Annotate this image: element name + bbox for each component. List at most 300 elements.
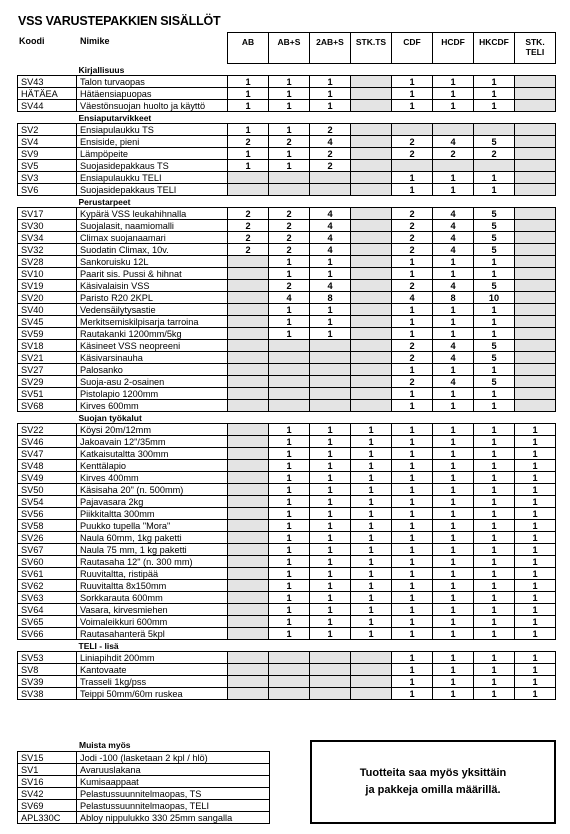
quantity-cell: 2 [228,136,269,148]
item-name: Suodatin Climax, 10v. [77,244,228,256]
section-title: Ensiaputarvikkeet [77,112,556,124]
item-code: SV26 [18,532,77,544]
quantity-cell: 1 [351,460,392,472]
quantity-cell: 2 [310,148,351,160]
quantity-cell: 1 [515,472,556,484]
item-code: SV66 [18,628,77,640]
quantity-cell: 1 [474,676,515,688]
quantity-cell: 1 [269,328,310,340]
quantity-cell: 1 [392,256,433,268]
quantity-cell: 1 [310,520,351,532]
item-name: Jakoavain 12"/35mm [77,436,228,448]
quantity-cell: 1 [310,460,351,472]
quantity-cell: 1 [474,400,515,412]
table-row [18,424,556,436]
quantity-cell: 1 [310,628,351,640]
quantity-cell: 1 [310,100,351,112]
quantity-cell [228,508,269,520]
quantity-cell: 4 [433,136,474,148]
quantity-cell: 1 [228,76,269,88]
table-row [18,568,556,580]
quantity-cell: 1 [474,580,515,592]
quantity-cell: 1 [474,568,515,580]
quantity-cell [515,220,556,232]
item-code: SV30 [18,220,77,232]
quantity-cell: 1 [433,424,474,436]
quantity-cell: 1 [515,496,556,508]
quantity-cell [269,376,310,388]
quantity-cell [351,172,392,184]
quantity-cell [351,160,392,172]
quantity-cell: 1 [515,664,556,676]
quantity-cell: 1 [433,604,474,616]
quantity-cell: 1 [474,184,515,196]
item-name: Vedensäilytysastie [77,304,228,316]
quantity-cell: 1 [310,304,351,316]
section-title: Perustarpeet [77,196,556,208]
item-name: Pelastussuunnitelmaopas, TS [77,788,270,800]
quantity-cell: 1 [515,424,556,436]
quantity-cell: 1 [433,100,474,112]
quantity-cell: 2 [392,148,433,160]
quantity-cell: 1 [515,520,556,532]
item-name: Ensiside, pieni [77,136,228,148]
quantity-cell: 1 [515,604,556,616]
quantity-cell: 1 [392,484,433,496]
quantity-cell: 1 [269,520,310,532]
item-code: SV21 [18,352,77,364]
item-code: SV49 [18,472,77,484]
quantity-cell: 1 [228,124,269,136]
table-row [18,268,556,280]
quantity-cell [351,256,392,268]
quantity-cell [351,232,392,244]
quantity-cell: 2 [433,148,474,160]
item-name: Kirves 400mm [77,472,228,484]
quantity-cell: 1 [310,316,351,328]
item-name: Paarit sis. Pussi & hihnat [77,268,228,280]
item-name: Kypärä VSS leukahihnalla [77,208,228,220]
item-name: Pistolapio 1200mm [77,388,228,400]
item-name: Liniapihdit 200mm [77,652,228,664]
quantity-cell: 1 [269,604,310,616]
quantity-cell: 1 [474,472,515,484]
item-code: SV61 [18,568,77,580]
quantity-cell: 1 [392,664,433,676]
quantity-cell: 1 [433,268,474,280]
table-row [18,76,556,88]
quantity-cell: 1 [351,424,392,436]
item-code: SV19 [18,280,77,292]
quantity-cell [310,688,351,700]
quantity-cell: 1 [392,472,433,484]
quantity-cell: 2 [269,232,310,244]
quantity-cell: 1 [269,544,310,556]
quantity-cell: 4 [310,136,351,148]
list-item [18,752,270,764]
quantity-cell: 4 [310,244,351,256]
quantity-cell [310,664,351,676]
quantity-cell [351,376,392,388]
table-row [18,616,556,628]
quantity-cell: 1 [228,160,269,172]
quantity-cell: 1 [392,328,433,340]
item-code: SV4 [18,136,77,148]
section-title: Muista myös [79,740,131,750]
quantity-cell [392,160,433,172]
quantity-cell: 1 [351,628,392,640]
quantity-cell [515,364,556,376]
quantity-cell [228,532,269,544]
quantity-cell [228,556,269,568]
item-code: SV69 [18,800,77,812]
quantity-cell: 4 [269,292,310,304]
quantity-cell: 1 [269,316,310,328]
quantity-cell: 1 [515,556,556,568]
section-title: Suojan työkalut [77,412,556,424]
quantity-cell [351,364,392,376]
quantity-cell: 10 [474,292,515,304]
quantity-cell [269,400,310,412]
quantity-cell [228,424,269,436]
quantity-cell [228,652,269,664]
item-name: Jodi -100 (lasketaan 2 kpl / hlö) [77,752,270,764]
quantity-cell: 1 [433,304,474,316]
table-row [18,544,556,556]
quantity-cell [310,388,351,400]
quantity-cell [269,652,310,664]
quantity-cell: 1 [392,388,433,400]
quantity-cell [351,388,392,400]
quantity-cell: 2 [392,376,433,388]
quantity-cell [228,268,269,280]
quantity-cell: 1 [515,616,556,628]
table-row [18,160,556,172]
quantity-cell: 4 [310,220,351,232]
quantity-cell: 1 [351,496,392,508]
quantity-cell: 2 [474,148,515,160]
quantity-cell [228,256,269,268]
item-name: Suojalasit, naamiomalli [77,220,228,232]
quantity-cell: 1 [474,484,515,496]
quantity-cell: 5 [474,352,515,364]
quantity-cell: 1 [392,100,433,112]
item-name: Pajavasara 2kg [77,496,228,508]
quantity-cell [515,328,556,340]
table-row [18,484,556,496]
quantity-cell [351,268,392,280]
item-code: SV8 [18,664,77,676]
quantity-cell: 1 [351,520,392,532]
column-header: AB+S [269,33,310,64]
item-code: SV54 [18,496,77,508]
table-row [18,316,556,328]
table-row [18,280,556,292]
item-name: Kirves 600mm [77,400,228,412]
quantity-cell: 4 [433,220,474,232]
quantity-cell: 1 [433,388,474,400]
quantity-cell: 1 [310,592,351,604]
quantity-cell: 1 [433,184,474,196]
quantity-cell: 1 [433,628,474,640]
quantity-cell [515,280,556,292]
item-name: Käsivarsinauha [77,352,228,364]
quantity-cell: 1 [433,676,474,688]
item-name: Teippi 50mm/60m ruskea [77,688,228,700]
quantity-cell: 4 [433,232,474,244]
quantity-cell [515,244,556,256]
item-name: Käsisaha 20" (n. 500mm) [77,484,228,496]
quantity-cell: 1 [515,508,556,520]
quantity-cell: 1 [392,172,433,184]
quantity-cell [269,172,310,184]
quantity-cell: 1 [433,652,474,664]
quantity-cell: 1 [310,268,351,280]
quantity-cell: 1 [310,508,351,520]
quantity-cell [269,184,310,196]
item-code: SV34 [18,232,77,244]
item-code: SV20 [18,292,77,304]
item-code: SV28 [18,256,77,268]
contents-table [17,32,556,700]
quantity-cell: 1 [392,544,433,556]
quantity-cell: 1 [392,592,433,604]
quantity-cell [351,352,392,364]
quantity-cell: 1 [474,532,515,544]
quantity-cell: 1 [310,568,351,580]
quantity-cell [351,100,392,112]
item-code: SV40 [18,304,77,316]
quantity-cell: 1 [310,556,351,568]
quantity-cell: 2 [392,352,433,364]
quantity-cell: 1 [310,448,351,460]
item-name: Kenttälapio [77,460,228,472]
quantity-cell: 1 [310,544,351,556]
note-line-1: Tuotteita saa myös yksittäin [359,767,507,779]
quantity-cell: 1 [269,304,310,316]
quantity-cell: 8 [433,292,474,304]
item-code: HÄTÄEA [18,88,77,100]
item-code: SV67 [18,544,77,556]
quantity-cell [310,376,351,388]
quantity-cell: 2 [269,244,310,256]
item-code: SV16 [18,776,77,788]
item-code: SV2 [18,124,77,136]
quantity-cell [515,376,556,388]
item-name: Avaruuslakana [77,764,270,776]
quantity-cell: 1 [310,256,351,268]
quantity-cell: 2 [228,208,269,220]
item-name: Ensiapulaukku TELI [77,172,228,184]
quantity-cell: 1 [433,484,474,496]
item-code: SV53 [18,652,77,664]
quantity-cell: 1 [392,496,433,508]
quantity-cell: 1 [474,388,515,400]
item-code: SV68 [18,400,77,412]
quantity-cell: 1 [433,544,474,556]
quantity-cell: 1 [474,76,515,88]
section-header [18,640,556,652]
item-name: Sorkkarauta 600mm [77,592,228,604]
quantity-cell: 1 [392,364,433,376]
quantity-cell: 1 [269,460,310,472]
quantity-cell: 1 [474,448,515,460]
quantity-cell: 1 [433,460,474,472]
quantity-cell: 1 [310,424,351,436]
item-code: SV46 [18,436,77,448]
quantity-cell [310,400,351,412]
quantity-cell [351,76,392,88]
nimike-header: Nimike [80,36,110,46]
quantity-cell: 1 [515,676,556,688]
quantity-cell: 1 [269,532,310,544]
table-row [18,208,556,220]
table-row [18,328,556,340]
quantity-cell: 1 [392,448,433,460]
quantity-cell: 1 [474,364,515,376]
quantity-cell [310,172,351,184]
quantity-cell: 1 [433,316,474,328]
quantity-cell [310,184,351,196]
quantity-cell: 2 [269,280,310,292]
table-row [18,292,556,304]
quantity-cell [433,124,474,136]
quantity-cell [515,172,556,184]
quantity-cell: 2 [392,232,433,244]
quantity-cell: 1 [433,76,474,88]
item-code: SV43 [18,76,77,88]
item-code: SV56 [18,508,77,520]
quantity-cell: 1 [269,424,310,436]
quantity-cell: 1 [515,544,556,556]
quantity-cell: 1 [351,484,392,496]
item-name: Piikkitaltta 300mm [77,508,228,520]
quantity-cell [269,688,310,700]
table-row [18,100,556,112]
column-header: STK. TELI [515,33,556,64]
quantity-cell: 1 [351,448,392,460]
quantity-cell [228,448,269,460]
item-name: Suojasidepakkaus TELI [77,184,228,196]
item-code: SV5 [18,160,77,172]
item-code: SV9 [18,148,77,160]
item-name: Paristo R20 2KPL [77,292,228,304]
quantity-cell [351,652,392,664]
quantity-cell: 1 [433,616,474,628]
quantity-cell: 1 [269,496,310,508]
item-code: SV65 [18,616,77,628]
quantity-cell [515,124,556,136]
quantity-cell: 5 [474,280,515,292]
item-name: Ruuvitaltta, ristipää [77,568,228,580]
quantity-cell [228,364,269,376]
table-row [18,688,556,700]
quantity-cell: 1 [515,592,556,604]
quantity-cell: 1 [392,532,433,544]
item-code: SV22 [18,424,77,436]
table-row [18,364,556,376]
quantity-cell [228,376,269,388]
quantity-cell: 1 [433,688,474,700]
quantity-cell [515,88,556,100]
quantity-cell: 2 [392,136,433,148]
quantity-cell: 1 [474,604,515,616]
quantity-cell [228,388,269,400]
quantity-cell [515,268,556,280]
quantity-cell [228,280,269,292]
item-name: Suojasidepakkaus TS [77,160,228,172]
quantity-cell [310,340,351,352]
quantity-cell: 2 [392,220,433,232]
quantity-cell: 1 [433,592,474,604]
item-code: APL330C [18,812,77,824]
quantity-cell [351,148,392,160]
quantity-cell: 4 [433,208,474,220]
quantity-cell [351,400,392,412]
item-code: SV10 [18,268,77,280]
quantity-cell [269,340,310,352]
item-name: Köysi 20m/12mm [77,424,228,436]
quantity-cell: 1 [433,496,474,508]
quantity-cell: 1 [515,568,556,580]
quantity-cell: 1 [515,628,556,640]
quantity-cell: 2 [228,220,269,232]
quantity-cell [228,460,269,472]
quantity-cell: 1 [474,544,515,556]
quantity-cell: 1 [433,448,474,460]
quantity-cell: 1 [392,604,433,616]
quantity-cell: 1 [392,580,433,592]
quantity-cell: 1 [310,580,351,592]
quantity-cell: 1 [269,100,310,112]
quantity-cell: 2 [310,124,351,136]
table-row [18,460,556,472]
item-name: Kantovaate [77,664,228,676]
quantity-cell: 1 [351,580,392,592]
quantity-cell [228,340,269,352]
quantity-cell: 1 [351,592,392,604]
quantity-cell: 1 [474,664,515,676]
quantity-cell: 1 [310,76,351,88]
quantity-cell [310,652,351,664]
list-item [18,776,270,788]
item-code: SV27 [18,364,77,376]
note-box [310,740,556,824]
quantity-cell: 1 [474,556,515,568]
quantity-cell [228,520,269,532]
koodi-header: Koodi [19,36,45,46]
quantity-cell: 1 [351,556,392,568]
column-header: HKCDF [474,33,515,64]
quantity-cell: 5 [474,136,515,148]
item-code: SV3 [18,172,77,184]
quantity-cell: 1 [392,652,433,664]
quantity-cell [351,184,392,196]
item-code: SV62 [18,580,77,592]
quantity-cell: 2 [392,340,433,352]
item-name: Trasseli 1kg/pss [77,676,228,688]
column-header-row [18,33,556,64]
quantity-cell: 5 [474,376,515,388]
quantity-cell [351,340,392,352]
item-name: Rautasaha 12" (n. 300 mm) [77,556,228,568]
quantity-cell: 2 [228,232,269,244]
table-row [18,472,556,484]
quantity-cell [269,676,310,688]
item-code: SV47 [18,448,77,460]
item-code: SV32 [18,244,77,256]
quantity-cell [515,100,556,112]
